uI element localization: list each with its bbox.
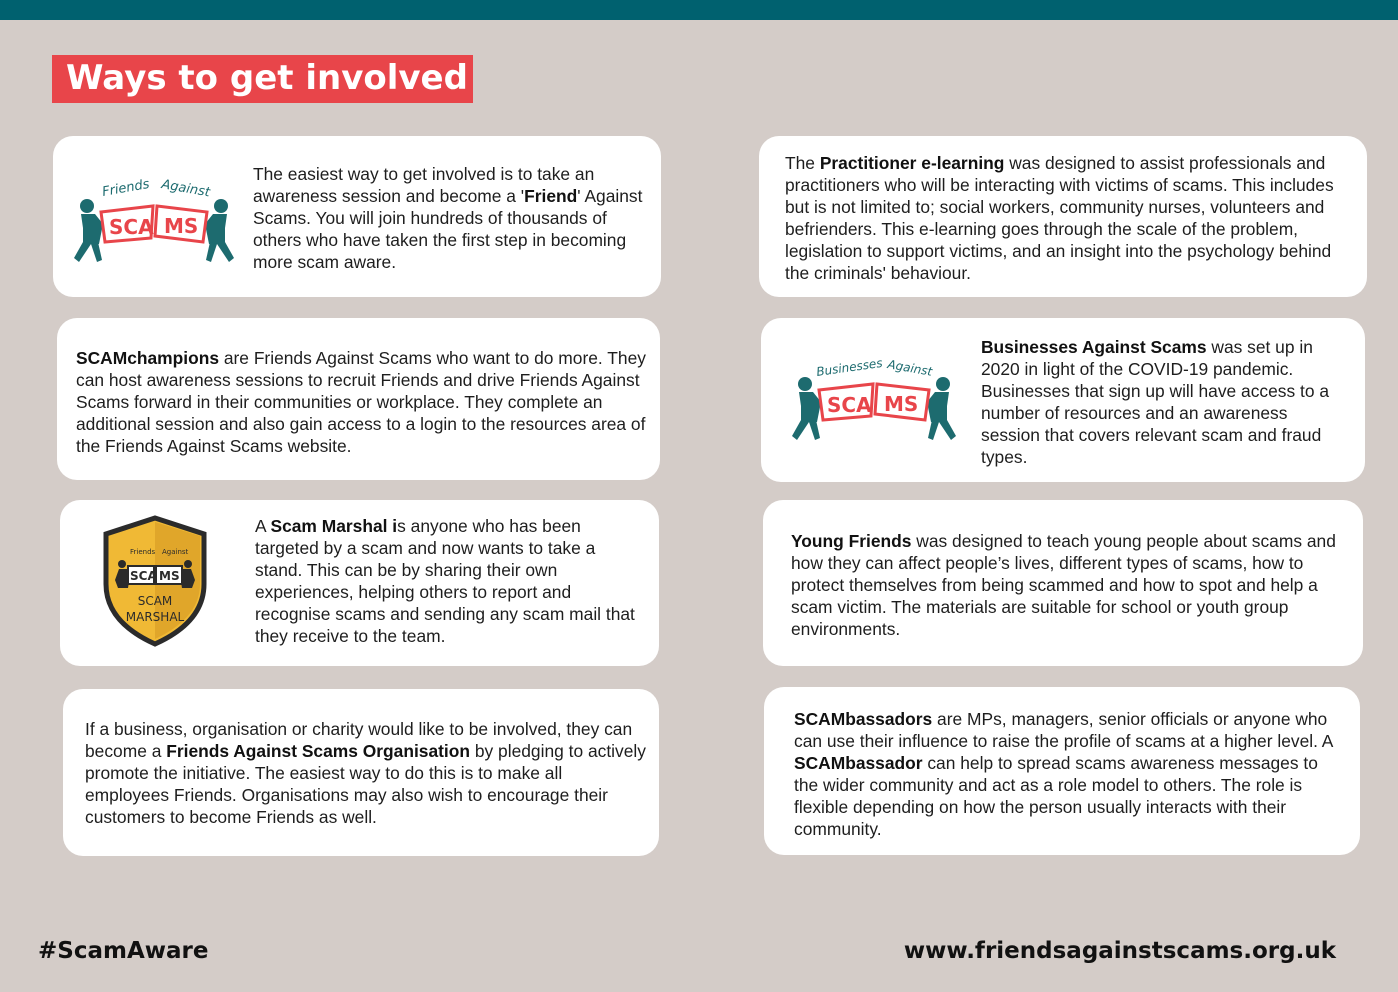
businesses-against-scams-logo [789,354,961,454]
text-span: was set up in 2020 in light of the COVID-19 pandemic. Businesses that sign up will have access to a number of resources and an awareness session that covers relevant scam and fraud types. [981,337,1329,467]
text-span: was designed to assist professionals and practitioners who will be interacting with victims of scams. This includes but is not limited to; social workers, community nurses, volunteers and befrienders. This e-learning goes through the scale of the problem, legislation to support victims, and an insight into the psychology behind the criminals' behaviour. [785,153,1334,283]
badge-text-top: Friends [130,548,156,556]
bold-span: SCAMbassadors [794,709,933,729]
scam-marshal-badge [100,514,210,648]
logo-sca: SCA [827,393,872,417]
bold-span: Practitioner e-learning [819,153,1005,173]
logo-ms: MS [884,392,919,416]
badge-ms: MS [159,569,180,583]
text-span: can help to spread scams awareness messages to the wider community and act as a role model to others. The role is flexible depending on how the person usually interacts with their community. [794,753,1318,839]
card-champions [57,318,660,480]
card-business [761,318,1365,482]
bold-span: Scam Marshal i [270,516,398,536]
card-ambassadors [764,687,1360,855]
card-young-text [791,530,1351,640]
text-span: are Friends Against Scams who want to do more. They can host awareness sessions to recruit Friends and drive Friends Against Scams forward in their communities or workplace. They complete an additional session and also gain access to a login to the resources area of the Friends Against Scams website. [76,348,646,456]
logo-sca: SCA [109,215,154,239]
card-business-text [981,336,1351,468]
text-span: was designed to teach young people about scams and how they can affect people’s lives, different types of scams, how to protect themselves from being scammed and how to spot and help a scam victim. The materials are suitable for school or youth group environments. [791,531,1336,639]
text-span: If a business, organisation or charity would like to be involved, they can become a [85,719,633,761]
bold-span: Friend [524,186,578,206]
page-title: Ways to get involved [52,55,473,103]
card-young [763,500,1363,666]
badge-sca: SCA [130,569,157,583]
text-span: s anyone who has been targeted by a scam and now wants to take a stand. This can be by sharing their own experiences, helping others to report and recognise scams and sending any scam mail that they receive to the team. [255,516,635,646]
text-span: are MPs, managers, senior officials or anyone who can use their influence to raise the profile of scams at a higher level. A [794,709,1333,751]
card-organisation [63,689,659,856]
card-marshal-text [255,515,647,647]
card-marshal [60,500,659,666]
card-ambassadors-text [794,708,1346,840]
top-bar [0,0,1398,20]
text-span: The [785,153,820,173]
badge-line1: SCAM [137,594,173,608]
card-elearning-text [785,152,1351,284]
logo-text-top: Friends [101,176,151,200]
card-champions-text [76,347,648,457]
logo-text-top: Businesses [815,355,884,379]
bold-span: SCAMchampions [76,348,220,368]
bold-span: Young Friends [791,531,912,551]
text-span: A [255,516,271,536]
bold-span: Businesses Against Scams [981,337,1207,357]
badge-line2: MARSHAL [125,610,185,624]
card-organisation-text [85,718,647,828]
text-span: by pledging to actively promote the initiative. The easiest way to do this is to make all employees Friends. Organisations may also wish to encourage their customers to become Friends as well. [85,741,646,827]
website-url[interactable]: www.friendsagainstscams.org.uk [903,938,1336,964]
hashtag: #ScamAware [38,938,209,964]
friends-against-scams-logo [71,172,241,272]
card-elearning [759,136,1367,297]
logo-ms: MS [164,214,199,238]
logo-text-top2: Against [886,357,934,379]
text-span: The easiest way to get involved is to take an awareness session and become a ' [253,164,595,206]
text-span: ' Against Scams. You will join hundreds of thousands of others who have taken the first step in becoming more scam aware. [253,186,643,272]
bold-span: Friends Against Scams Organisation [166,741,470,761]
bold-span: SCAMbassador [794,753,923,773]
badge-text-top2: Against [162,548,189,556]
card-friend-text [253,163,645,273]
logo-text-top2: Against [160,177,212,201]
card-friend [53,136,661,297]
